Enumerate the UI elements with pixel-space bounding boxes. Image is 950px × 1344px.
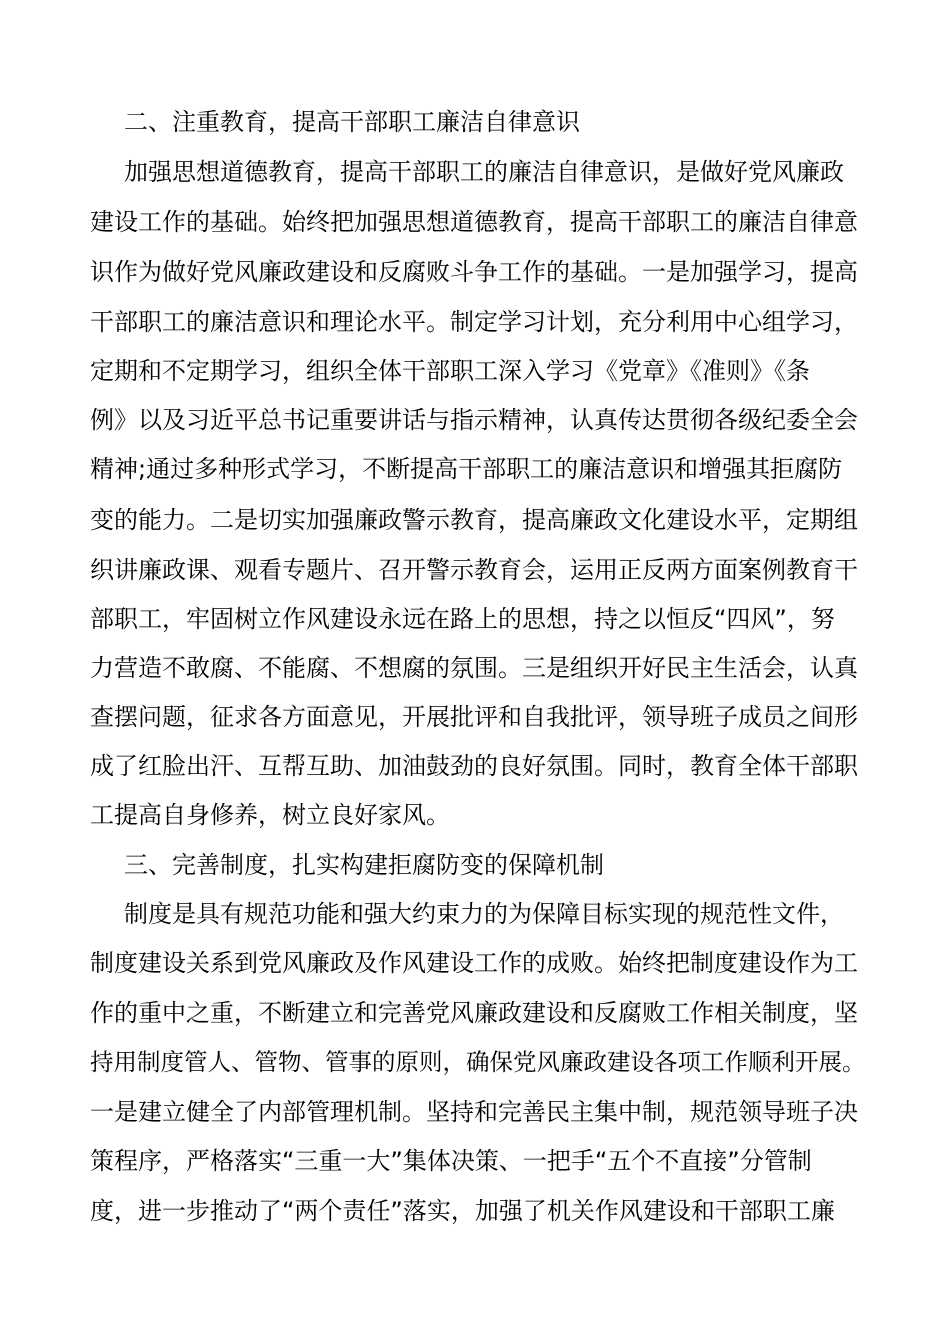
text-line: 持用制度管人、管物、管事的原则，确保党风廉政建设各项工作顺利开展。 xyxy=(90,1048,866,1076)
text-line: 识作为做好党风廉政建设和反腐败斗争工作的基础。一是加强学习，提高 xyxy=(90,258,858,286)
text-line: 变的能力。二是切实加强廉政警示教育，提高廉政文化建设水平，定期组 xyxy=(90,506,858,534)
text-line: 部职工，牢固树立作风建设永远在路上的思想，持之以恒反“四风”，努 xyxy=(90,605,835,633)
section-heading-2: 二、注重教育，提高干部职工廉洁自律意识 xyxy=(124,108,580,136)
text-line: 精神;通过多种形式学习，不断提高干部职工的廉洁意识和增强其拒腐防 xyxy=(90,455,843,483)
text-line: 制度是具有规范功能和强大约束力的为保障目标实现的规范性文件， xyxy=(124,900,844,928)
text-line: 制度建设关系到党风廉政及作风建设工作的成败。始终把制度建设作为工 xyxy=(90,949,858,977)
text-line: 度，进一步推动了“两个责任”落实，加强了机关作风建设和干部职工廉 xyxy=(90,1197,835,1225)
text-line: 力营造不敢腐、不能腐、不想腐的氛围。三是组织开好民主生活会，认真 xyxy=(90,654,858,682)
text-line: 定期和不定期学习，组织全体干部职工深入学习《党章》《准则》《条 xyxy=(90,357,810,385)
text-line: 织讲廉政课、观看专题片、召开警示教育会，运用正反两方面案例教育干 xyxy=(90,556,858,584)
text-line: 一是建立健全了内部管理机制。坚持和完善民主集中制，规范领导班子决 xyxy=(90,1098,858,1126)
text-line: 查摆问题，征求各方面意见，开展批评和自我批评，领导班子成员之间形 xyxy=(90,703,858,731)
text-line: 建设工作的基础。始终把加强思想道德教育，提高干部职工的廉洁自律意 xyxy=(90,208,858,236)
text-line: 干部职工的廉洁意识和理论水平。制定学习计划，充分利用中心组学习， xyxy=(90,308,858,336)
text-line: 例》以及习近平总书记重要讲话与指示精神，认真传达贯彻各级纪委全会 xyxy=(90,406,858,434)
text-line: 策程序，严格落实“三重一大”集体决策、一把手“五个不直接”分管制 xyxy=(90,1147,812,1175)
text-line: 加强思想道德教育，提高干部职工的廉洁自律意识，是做好党风廉政 xyxy=(124,158,844,186)
text-line: 成了红脸出汗、互帮互助、加油鼓劲的良好氛围。同时，教育全体干部职 xyxy=(90,752,858,780)
text-line: 工提高自身修养，树立良好家风。 xyxy=(90,801,450,829)
section-heading-3: 三、完善制度，扎实构建拒腐防变的保障机制 xyxy=(124,851,604,879)
text-line: 作的重中之重，不断建立和完善党风廉政建设和反腐败工作相关制度，坚 xyxy=(90,999,858,1027)
